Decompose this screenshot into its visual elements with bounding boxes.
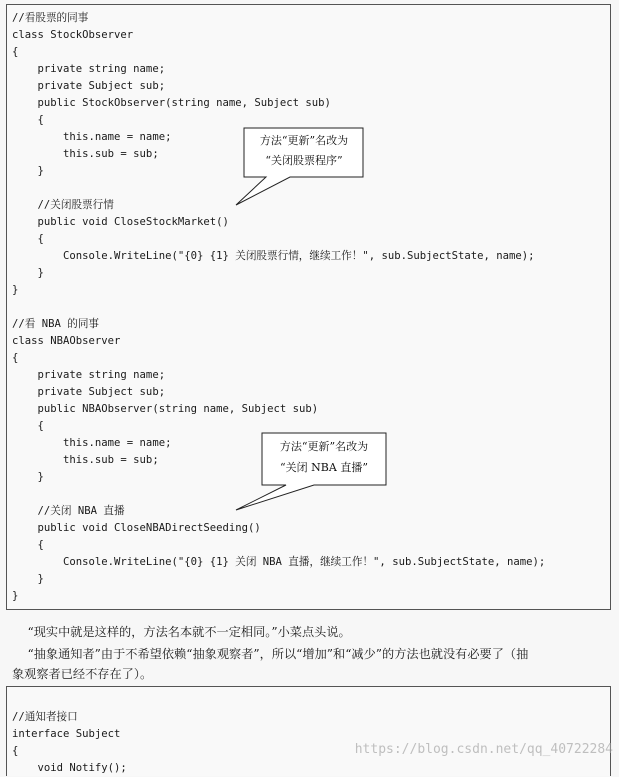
code2-line: void Notify(); [12,762,127,774]
code1-line: Console.WriteLine("{0} {1} 关闭股票行情，继续工作！", sub.SubjectState, name); [12,250,535,262]
code1-line: this.sub = sub; [12,454,159,466]
paragraph-abstract-notifier: “抽象通知者”由于不希望依赖“抽象观察者”，所以“增加”和“减少”的方法也就没有必要了（抽 [12,647,529,661]
paragraph-method-names: “现实中就是这样的，方法名本就不一定相同。”小菜点头说。 [12,625,351,639]
code1-line: this.name = name; [12,437,172,449]
code1-line: private string name; [12,369,166,381]
code1-line: this.sub = sub; [12,148,159,160]
callout-text-stock-line1: 方法“更新”名改为 [259,134,349,147]
code1-line: private Subject sub; [12,80,166,92]
code1-line: private string name; [12,63,166,75]
code2-line: interface Subject [12,728,121,740]
code1-line: public void CloseStockMarket() [12,216,229,228]
code1-line: private Subject sub; [12,386,166,398]
code1-line: { [12,420,44,432]
code1-line: { [12,114,44,126]
code2-line: { [12,745,19,757]
code1-line: { [12,46,19,58]
code2-line: //通知者接口 [12,711,78,723]
code1-line: //关闭股票行情 [12,199,114,211]
code1-line: } [12,573,44,585]
code1-line: { [12,539,44,551]
code1-line: } [12,471,44,483]
code1-line: //看股票的同事 [12,12,89,24]
code1-line: //看 NBA 的同事 [12,318,100,330]
code1-line: this.name = name; [12,131,172,143]
code1-line: } [12,284,19,296]
code1-line: } [12,267,44,279]
code1-line: class StockObserver [12,29,134,41]
code1-line: public void CloseNBADirectSeeding() [12,522,261,534]
code1-line: Console.WriteLine("{0} {1} 关闭 NBA 直播，继续工作！", sub.SubjectState, name); [12,556,546,568]
code1-line: { [12,352,19,364]
code1-line: public StockObserver(string name, Subject sub) [12,97,331,109]
code1-line: class NBAObserver [12,335,121,347]
watermark-text: https://blog.csdn.net/qq_40722284 [354,742,613,757]
code1-line: public NBAObserver(string name, Subject sub) [12,403,319,415]
code1-line: { [12,233,44,245]
paragraph-abstract-notifier-cont: 象观察者已经不存在了）。 [12,667,153,681]
code1-line: } [12,590,19,602]
code1-line: } [12,165,44,177]
callout-text-nba-line2: “关闭 NBA 直播” [280,461,368,474]
code1-line: //关闭 NBA 直播 [12,505,125,517]
callout-text-nba-line1: 方法“更新”名改为 [279,440,369,453]
callout-text-stock-line2: “关闭股票程序” [265,154,343,167]
